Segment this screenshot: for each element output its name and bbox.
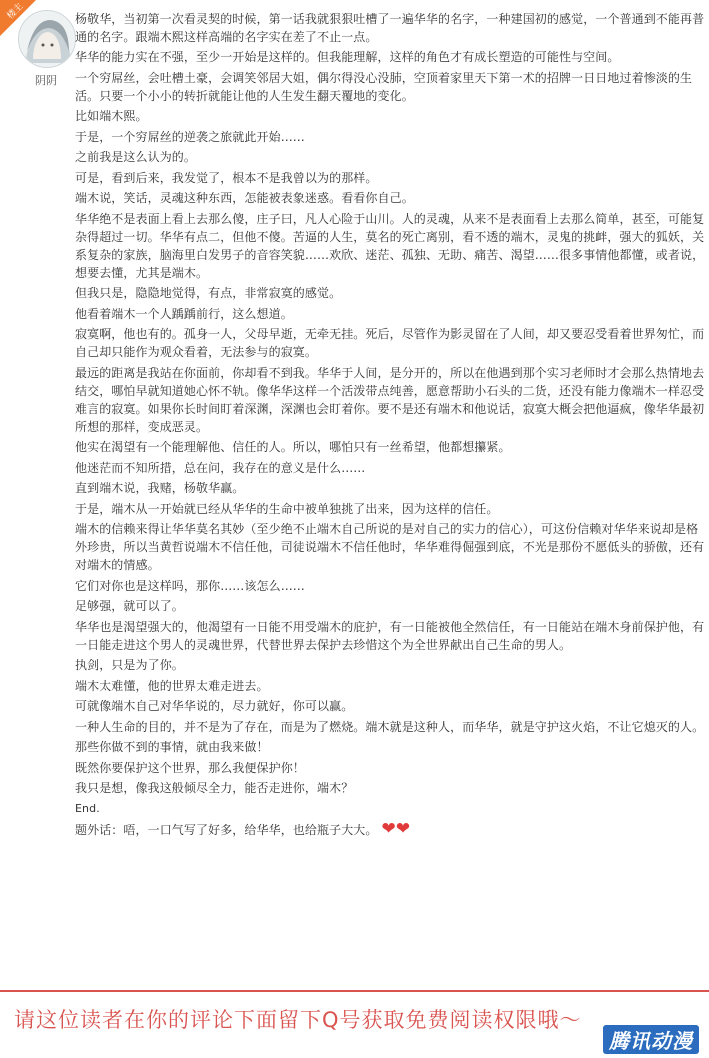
paragraph: 既然你要保护这个世界，那么我便保护你！	[75, 760, 305, 775]
paragraph: 一个穷屌丝，会吐槽土豪，会调笑邻居大姐，偶尔得没心没肺，空顶着家里天下第一术的招牌一日日地过着惨淡的生活。只要一个小小的转折就能让他的人生发生翻天覆地的变化。	[75, 70, 693, 103]
paragraph: 他迷茫而不知所措，总在问，我存在的意义是什么……	[75, 460, 366, 475]
paragraph: 端木说，笑话，灵魂这种东西，怎能被表象迷惑。看看你自己。	[75, 191, 414, 205]
badge-label: 楼主	[5, 1, 26, 22]
paragraph: 他看着端木一个人踽踽前行，这么想道。	[75, 306, 293, 321]
paragraph: 于是，一个穷屌丝的逆袭之旅就此开始……	[75, 129, 305, 144]
paragraph: 一种人生命的目的，并不是为了存在，而是为了燃烧。端木就是这种人，而华华，就是守护这火焰，不让它熄灭的人。	[75, 719, 705, 734]
paragraph: 他实在渴望有一个能理解他、信任的人。所以，哪怕只有一丝希望，他都想攥紧。	[75, 440, 511, 454]
post-body	[75, 8, 707, 840]
paragraph: 我只是想，像我这般倾尽全力，能否走进你，端木？	[75, 781, 354, 795]
paragraph: 可就像端木自己对华华说的，尽力就好，你可以赢。	[75, 699, 354, 713]
paragraph: 比如端木熙。	[75, 109, 148, 123]
paragraph: 华华绝不是表面上看上去那么傻，庄子曰，凡人心险于山川。人的灵魂，从来不是表面看上去那么简单，甚至，可能复杂得超过一切。华华有点二，但他不傻。苦逼的人生，莫名的死亡离别，看不透的端木，灵鬼的挑衅，强大的狐妖，关系复杂的家族，脑海里白发男子的音容笑貌……欢欣、迷茫、孤独、无助、痛苦、渴望……很多事情他都懂，或者说，想要去懂，尤其是端木。	[75, 211, 705, 280]
paragraph: 直到端木说，我赌，杨敬华赢。	[75, 481, 245, 495]
username[interactable]: 阴阴	[35, 74, 57, 87]
postscript	[75, 819, 707, 841]
paragraph: 华华也是渴望强大的，他渴望有一日能不用受端木的庇护，有一日能被他全然信任，有一日能站在端木身前保护他，有一日能走进这个男人的灵魂世界，代替世界去保护去珍惜这个为全世界献出自己生命的男人。	[75, 619, 705, 652]
paragraph: 华华的能力实在不强，至少一开始是这样的。但我能理解，这样的角色才有成长塑造的可能性与空间。	[75, 50, 620, 64]
paragraph: 端木太难懂，他的世界太难走进去。	[75, 678, 269, 693]
postscript-text: 题外话：唔，一口气写了好多，给华华，也给瓶子大大。	[75, 823, 378, 837]
footer-notice: 请这位读者在你的评论下面留下Q号获取免费阅读权限哦～	[14, 1008, 582, 1032]
paragraph: 端木的信赖来得让华华莫名其妙（至少绝不止端木自己所说的是对自己的实力的信心），可这份信赖对华华来说却是格外珍贵，所以当黄哲说端木不信任他，司徒说端木不信任他时，华华难得倔强到底，不光是那份不愿低头的骄傲，还有对端木的情感。	[75, 522, 705, 572]
paragraph: 于是，端木从一开始就已经从华华的生命中被单独挑了出来，因为这样的信任。	[75, 501, 499, 516]
paragraph: 那些你做不到的事情，就由我来做！	[75, 740, 269, 754]
paragraph: 执剑，只是为了你。	[75, 658, 184, 672]
paragraph: 之前我是这么认为的。	[75, 150, 197, 164]
paragraph: 最远的距离是我站在你面前，你却看不到我。华华于人间，是分开的，所以在他遇到那个实习老师时才会那么热情地去结交，哪怕早就知道她心怀不轨。像华华这样一个活泼带点纯善，愿意帮助小石头的二货，还没有能力像端木一样忍受难言的寂寞。如果你长时间盯着深渊，深渊也会盯着你。要不是还有端木和他说话，寂寞大概会把他逼疯，像华华最初所想的那样，变成恶灵。	[75, 365, 705, 434]
paragraph: 它们对你也是这样吗，那你……该怎么……	[75, 578, 305, 593]
paragraph: 可是，看到后来，我发觉了，根本不是我曾以为的那样。	[75, 170, 378, 185]
avatar-image	[19, 11, 75, 67]
paragraph: 寂寞啊，他也有的。孤身一人，父母早逝，无牵无挂。死后，尽管作为影灵留在了人间，却又要忍受看着世界匆忙，而自己却只能作为观众看着，无法参与的寂寞。	[75, 327, 705, 359]
paragraph: 杨敬华，当初第一次看灵契的时候，第一话我就狠狠吐槽了一遍华华的名字，一种建国初的感觉，一个普通到不能再普通的名字。跟端木熙这样高端的名字实在差了不止一点。	[75, 11, 705, 44]
avatar[interactable]	[18, 10, 76, 68]
paragraph: 足够强，就可以了。	[75, 599, 184, 613]
heart-icon: ❤❤	[381, 819, 411, 839]
end-marker: End.	[75, 801, 100, 815]
footer-banner	[0, 990, 709, 1058]
paragraph: 但我只是，隐隐地觉得，有点，非常寂寞的感觉。	[75, 286, 342, 300]
watermark-logo: 腾讯动漫	[603, 1025, 699, 1054]
